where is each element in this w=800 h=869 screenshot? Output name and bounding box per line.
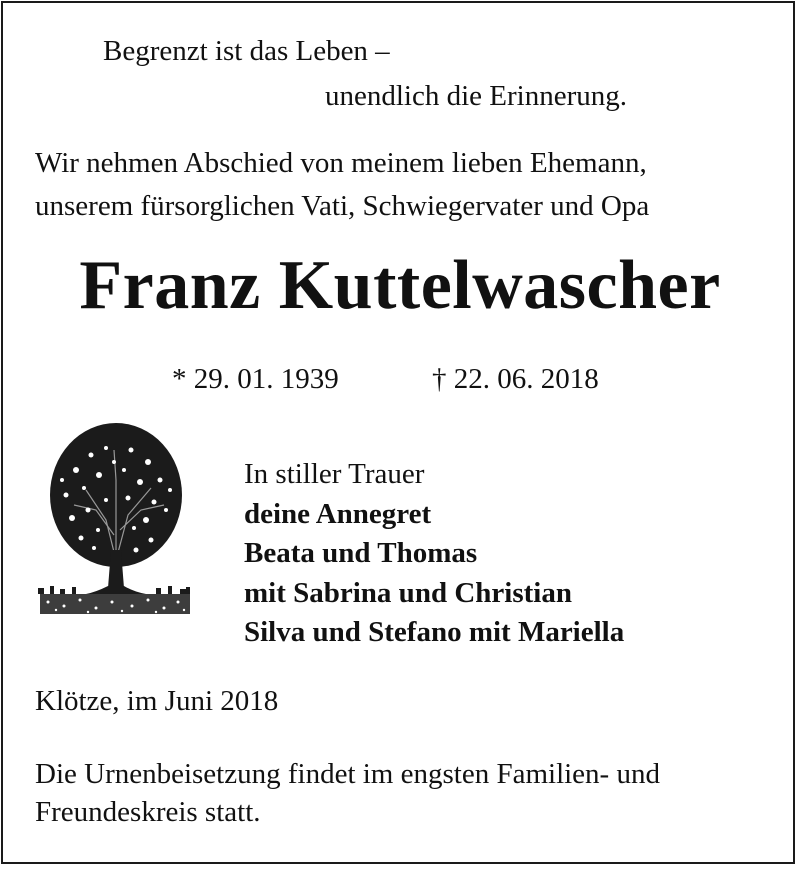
intro-line-2: unserem fürsorglichen Vati, Schwiegervater und Opa <box>35 190 650 222</box>
mourner-name: Silva und Stefano mit Mariella <box>244 616 625 648</box>
mourners-block <box>244 455 624 653</box>
notice-line-2: Freundeskreis statt. <box>35 796 261 828</box>
mourner-name: mit Sabrina und Christian <box>244 576 572 609</box>
birth-date: * 29. 01. 1939 <box>172 363 339 395</box>
death-date: † 22. 06. 2018 <box>432 363 599 395</box>
place-date: Klötze, im Juni 2018 <box>35 685 279 717</box>
mourners-intro: In stiller Trauer <box>244 458 425 490</box>
notice-line-1: Die Urnenbeisetzung findet im engsten Familien- und <box>35 758 660 790</box>
motto-line-1: Begrenzt ist das Leben – <box>103 35 390 67</box>
tree-icon <box>36 410 194 620</box>
intro-line-1: Wir nehmen Abschied von meinem lieben Ehemann, <box>35 147 647 179</box>
deceased-name: Franz Kuttelwascher <box>79 247 721 324</box>
mourner-name: Beata und Thomas <box>244 537 478 569</box>
motto-line-2: unendlich die Erinnerung. <box>325 80 627 112</box>
mourner-name: deine Annegret <box>244 497 432 530</box>
